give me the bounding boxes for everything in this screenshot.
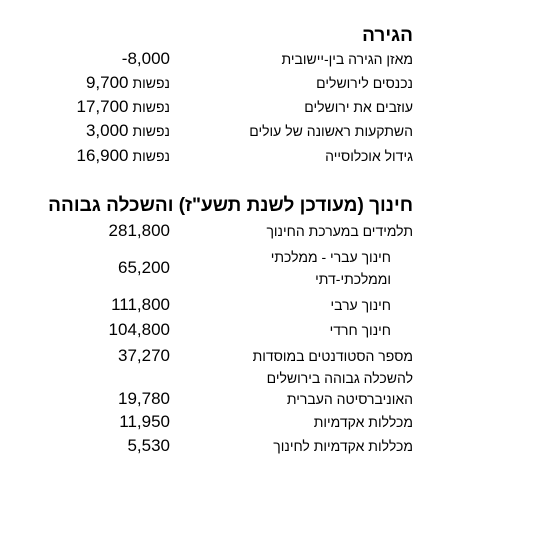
migration-label-growth: גידול אוכלוסייה — [325, 148, 413, 164]
migration-value-immigrants — [86, 121, 170, 141]
migration-label-incoming: נכנסים לירושלים — [316, 75, 413, 91]
migration-label-leaving: עוזבים את ירושלים — [304, 99, 413, 115]
migration-unit-leaving: נפשות — [132, 99, 170, 115]
education-label-higher-ed-line1: מספר הסטודנטים במוסדות — [252, 348, 413, 364]
migration-number-balance: -8,000 — [121, 49, 170, 68]
migration-number-immigrants: 3,000 — [85, 121, 129, 140]
education-value-students: 281,800 — [108, 221, 170, 240]
migration-unit-incoming: נפשות — [132, 75, 170, 91]
education-value-higher-ed: 37,270 — [118, 346, 170, 365]
education-label-teaching-colleges: מכללות אקדמיות לחינוך — [273, 438, 413, 454]
migration-value-growth — [76, 146, 170, 166]
education-label-higher-ed-line2: להשכלה גבוהה בירושלים — [266, 370, 413, 386]
migration-number-growth: 16,900 — [76, 146, 129, 165]
education-heading: חינוך (מעודכן לשנת תשע"ז) והשכלה גבוהה — [48, 195, 413, 216]
migration-number-incoming: 9,700 — [85, 73, 129, 92]
migration-label-immigrants: השתקעות ראשונה של עולים — [249, 123, 413, 139]
education-value-academic-colleges: 11,950 — [119, 412, 170, 431]
education-value-hebrew-university: 19,780 — [118, 389, 170, 408]
education-value-hebrew: 65,200 — [118, 258, 170, 277]
education-label-arab: חינוך ערבי — [330, 297, 391, 313]
migration-value-incoming — [86, 73, 170, 93]
education-value-teaching-colleges: 5,530 — [127, 436, 170, 455]
education-label-hebrew-university: האוניברסיטה העברית — [286, 391, 413, 407]
education-label-academic-colleges: מכללות אקדמיות — [313, 414, 413, 430]
education-label-hebrew-line2: וממלכתי-דתי — [315, 271, 391, 287]
education-label-students: תלמידים במערכת החינוך — [266, 223, 413, 239]
migration-value-balance — [122, 49, 170, 69]
education-label-hebrew-line1: חינוך עברי - ממלכתי — [270, 249, 391, 265]
education-label-haredi: חינוך חרדי — [329, 322, 391, 338]
migration-label-balance: מאזן הגירה בין-יישובית — [281, 51, 413, 67]
education-value-haredi: 104,800 — [108, 320, 170, 339]
migration-heading: הגירה — [362, 25, 413, 46]
migration-unit-immigrants: נפשות — [132, 123, 170, 139]
education-value-arab: 111,800 — [111, 295, 170, 314]
migration-value-leaving — [76, 97, 170, 117]
migration-number-leaving: 17,700 — [76, 97, 129, 116]
migration-unit-growth: נפשות — [132, 148, 170, 164]
